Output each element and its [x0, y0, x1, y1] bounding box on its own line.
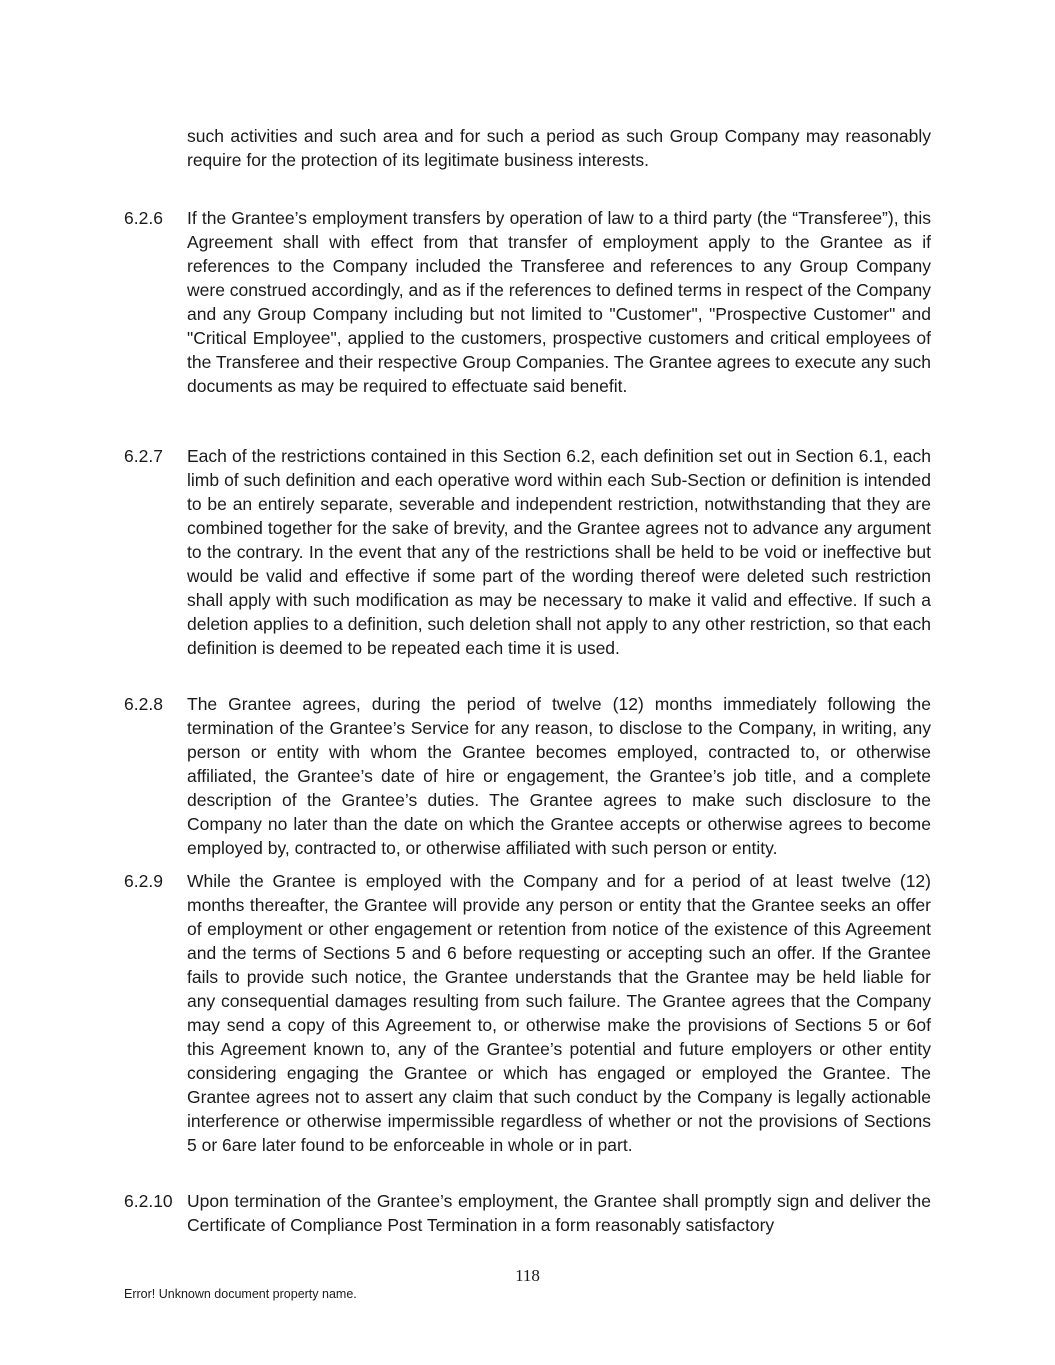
section-text: The Grantee agrees, during the period of twelve (12) months immediately following the termination of the Grantee’s Service for any reason, to disclose to the Company, in writing, any person or entity with whom the Grantee becomes employed, contracted to, or otherwise affiliated, the Grantee’s date of hire or engagement, the Grantee’s job title, and a complete description of the Grantee’s duties. The Grantee agrees to make such disclosure to the Company no later than the date on which the Grantee accepts or otherwise agrees to become employed by, contracted to, or otherwise affiliated with such person or entity.: [187, 694, 931, 858]
page-number: 118: [515, 1266, 540, 1285]
section-text: While the Grantee is employed with the Company and for a period of at least twelve (12) months thereafter, the Grantee will provide any person or entity that the Grantee seeks an offer of employment or other engagement or retention from notice of the existence of this Agreement and the terms of Sections 5 and 6 before requesting or accepting such an offer. If the Grantee fails to provide such notice, the Grantee understands that the Grantee may be held liable for any consequential damages resulting from such failure. The Grantee agrees that the Company may send a copy of this Agreement to, or otherwise make the provisions of Sections 5 or 6of this Agreement known to, any of the Grantee’s potential and future employers or other entity considering engaging the Grantee or which has engaged or employed the Grantee. The Grantee agrees not to assert any claim that such conduct by the Company is legally actionable interference or otherwise impermissible regardless of whether or not the provisions of Sections 5 or 6are later found to be enforceable in whole or in part.: [187, 871, 931, 1155]
section-text: Each of the restrictions contained in this Section 6.2, each definition set out in Section 6.1, each limb of such definition and each operative word within each Sub-Section or definition is intended to be an entirely separate, severable and independent restriction, notwithstanding that they are combined together for the sake of brevity, and the Grantee agrees not to advance any argument to the contrary. In the event that any of the restrictions shall be held to be void or ineffective but would be valid and effective if some part of the wording thereof were deleted such restriction shall apply with such modification as may be necessary to make it valid and effective. If such a deletion applies to a definition, such deletion shall not apply to any other restriction, so that each definition is deemed to be repeated each time it is used.: [187, 446, 931, 658]
section-text: If the Grantee’s employment transfers by operation of law to a third party (the “Transferee”), this Agreement shall with effect from that transfer of employment apply to the Grantee as if references to the Company included the Transferee and references to any Group Company were construed accordingly, and as if the references to defined terms in respect of the Company and any Group Company including but not limited to "Customer", "Prospective Customer" and "Critical Employee", applied to the customers, prospective customers and critical employees of the Transferee and their respective Group Companies. The Grantee agrees to execute any such documents as may be required to effectuate said benefit.: [187, 208, 931, 396]
section-text: Upon termination of the Grantee’s employment, the Grantee shall promptly sign and deliver the Certificate of Compliance Post Termination in a form reasonably satisfactory: [187, 1191, 931, 1235]
section-number: 6.2.7: [124, 446, 163, 466]
section-number: 6.2.10: [124, 1191, 173, 1211]
section-number: 6.2.9: [124, 871, 163, 891]
section-number: 6.2.8: [124, 694, 163, 714]
footer-note: Error! Unknown document property name.: [124, 1287, 357, 1301]
section-number: 6.2.6: [124, 208, 163, 228]
continuation-paragraph: such activities and such area and for such a period as such Group Company may reasonably require for the protection of its legitimate business interests.: [187, 126, 931, 170]
